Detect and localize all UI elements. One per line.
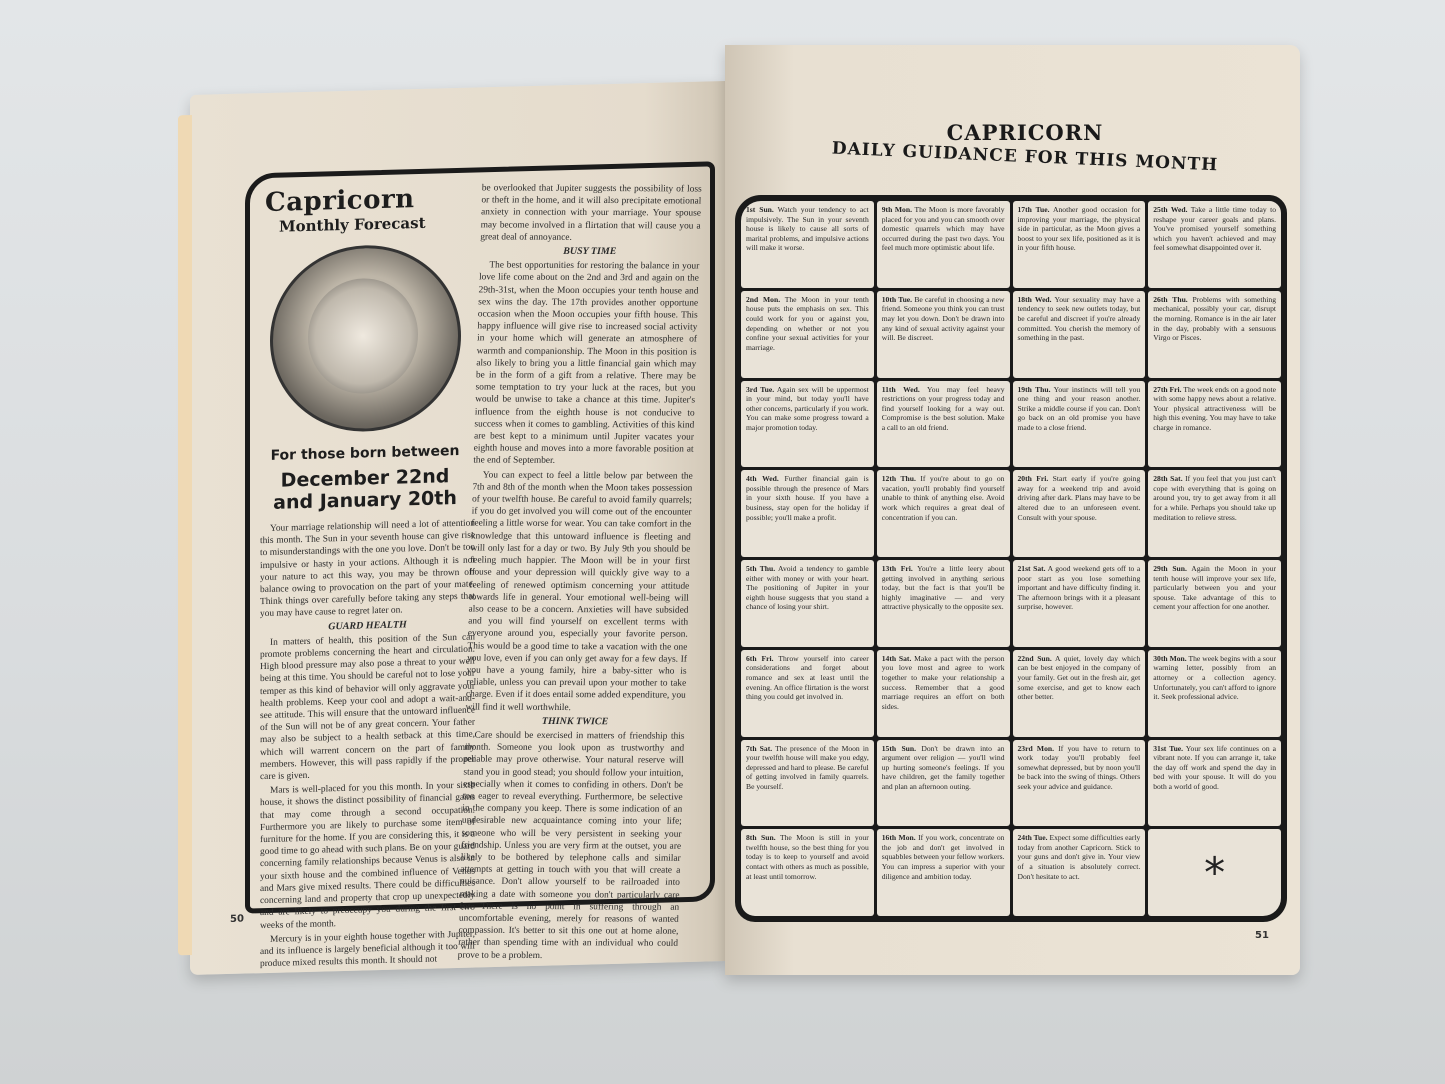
day-text: Avoid a tendency to gamble either with money or with your heart. The positioning of Jupiter in your eighth house suggests that you stand a chance of losing your shirt. [746,564,869,612]
day-cell [1013,740,1146,827]
day-cell [1013,291,1146,378]
day-text: Further financial gain is possible through the presence of Mars in your sixth house. If you have a business, stay open for the holiday if possible; you'll make a profit. [746,474,869,522]
day-cell [1148,650,1281,737]
paragraph: be overlooked that Jupiter suggests the possibility of loss or theft in the home, and it will also precipitate emotional anxiety in connection with your marriage. Your spouse may become involved in a flirtation that will cause you a great deal of annoyance. [480,183,702,243]
section-heading: THINK TWICE [541,715,609,728]
day-cell [1013,650,1146,737]
day-text: Your instincts will tell you one thing and your reason another. Strike a middle course if you can. Don't go back on an old promise you have made to a close friend. [1017,384,1141,432]
day-text: Start early if you're going away for a weekend trip and avoid driving after dark. Plans may have to be altered due to an unforeseen event. Consult with your spouse. [1017,474,1141,522]
page-title: Capricorn [265,184,415,219]
day-label: 1st Sun. [746,205,774,214]
day-label: 31st Tue. [1153,743,1184,753]
day-cell [877,650,1010,737]
day-label: 21st Sat. [1017,564,1046,573]
day-label: 14th Sat. [881,653,912,663]
article-column-2 [457,182,701,964]
intro-paragraph: Your marriage relationship will need a lot of attention this month. The Sun in your seventh house can give rise to misunderstandings with the one you love. Don't be too impulsive or hasty in your actions. Although it is not your nature to act this way, you may be thrown off balance owing to provocation on the part of your mate. Think things over carefully before taking any steps that you may have cause to regret later on. [260,518,475,620]
open-magazine [190,95,1310,975]
day-label: 24th Tue. [1017,833,1048,843]
day-cell [1148,740,1281,827]
day-cell [741,829,874,916]
day-label: 20th Fri. [1017,474,1049,484]
section-heading: BUSY TIME [562,245,617,258]
day-label: 12th Thu. [881,474,916,484]
day-cell [877,381,1010,468]
day-text: The Moon is still in your twelfth house, so the best thing for you today is to keep to yourself and avoid contact with others as much as possible, at least until tomorrow. [746,833,869,881]
day-label: 3rd Tue. [746,384,775,394]
born-dates: December 22nd and January 20th [273,465,457,514]
day-label: 16th Mon. [881,833,916,843]
day-text: Take a little time today to reshape your career goals and plans. You've promised yourself something which you haven't achieved and may feel somewhat disappointed over it. [1153,205,1276,253]
day-cell [741,381,874,468]
day-text: The presence of the Moon in your twelfth house will make you edgy, depressed and hard to please. Be careful of getting involved in family quarrels. Be yourself. [746,743,869,791]
paragraph: Mercury is in your eighth house together with Jupiter, and its influence is largely beneficial although it too will produce mixed results this month. It should not [260,929,475,970]
day-cell [1148,560,1281,647]
day-cell [877,291,1010,378]
day-label: 2nd Mon. [746,294,781,304]
day-label: 10th Tue. [881,294,913,304]
paragraph: Care should be exercised in matters of friendship this month. Someone you look upon as trustworthy and reliable may prove otherwise. Your natural reserve will stand you in good stead; you should follow your intuition, especially when it comes to confiding in others. Don't be too eager to reveal everything. Furthermore, be selective in the company you keep. There is some indication of an undesirable new acquaintance coming into your life; someone who will be very persistent in seeking your friendship. Unless you are very firm at the outset, you are likely to be bothered by telephone calls and similar attempts at getting in touch with you that will create a nuisance. Don't allow yourself to be railroaded into making a date with someone you don't particularly care for. There is no point in suffering through an uncomfortable evening, merely for reasons of wanted compassion. It's better to sit this one out at home alone, rather than spending time with an individual who could prove to be a problem. [457,730,685,961]
day-text: If you feel that you just can't cope with everything that is going on around you, try to get away from it all for a while. Perhaps you should take up meditation to relieve stress. [1153,474,1276,522]
article-column-1 [260,518,475,973]
asterisk-icon: * [1148,829,1281,916]
day-text: The Moon in your tenth house puts the emphasis on sex. This could work for you or against you, depending on whether or not you confine your sexual activities for your marriage. [746,294,869,352]
day-label: 6th Fri. [746,653,774,663]
day-label: 9th Mon. [881,205,912,214]
paragraph: The best opportunities for restoring the balance in your love life come about on the 2nd and 3rd and again on the 29th-31st, when the Moon occupies your tenth house and sex wins the day. The 17th provides another opportune occasion when the Moon occupies your fifth house. This happy influence will give rise to increased social activity in your home which will generate an atmosphere of warmth and companionship. The Moon in this position is also likely to bring you a little financial gain which may be in the form of a gift from a relative. There may be some temptation to try your luck at the races, but you would be unwise to take a chance at this time. Jupiter's influence from the eighth house is not conducive to success when it comes to gambling. Activities of this kind are best kept to a minimum until Jupiter vacates your eighth house and moves into a more favorable position at the end of September. [473,260,700,467]
day-label: 8th Sun. [746,833,776,843]
day-cell [1013,829,1146,916]
day-cell [1013,381,1146,468]
day-label: 5th Thu. [746,564,776,573]
daily-guidance-title [785,120,1265,176]
paragraph: Mars is well-placed for you this month. In your sixth house, it shows the distinct possibility of financial gains that may come through a second occupation. Furthermore you are likely to purchase some item of furniture for the home. If you are considering this, it is a good time to go ahead with such plans. Be on your guard concerning family relationships because Venus is also in your sixth house and the combined influence of Venus and Mars give mixed results. There could be difficulties concerning land and property that crop up unexpectedly and are likely to preoccupy you during the first two weeks of the month. [260,780,475,931]
day-cell [1148,291,1281,378]
day-label: 19th Thu. [1017,384,1051,394]
day-label: 11th Wed. [881,384,920,394]
right-page [725,45,1300,975]
day-text: Again the Moon in your tenth house will improve your sex life, particularly between you and your spouse. Take advantage of this to cement your affection for one another. [1153,564,1276,612]
day-label: 23rd Mon. [1017,743,1055,753]
day-label: 28th Sat. [1153,474,1183,484]
day-cell [741,650,874,737]
day-text: If you have to return to work today you'll probably feel somewhat depressed, but by noon you'll be back into the swing of things. Others seek your advice and guidance. [1017,743,1141,791]
sea-goat-icon [308,277,418,395]
day-cell [741,291,874,378]
day-label: 22nd Sun. [1017,653,1052,663]
day-text: Throw yourself into career considerations and forget about romance and sex at least until the evening. An office flirtation is the worst thing you could get involved in. [746,653,869,702]
day-text: Your sex life continues on a vibrant note. If you can arrange it, take the day off work and spend the day in bed with your spouse. It will do you both a world of good. [1153,743,1276,791]
daily-guidance-grid [735,195,1287,922]
forecast-title-block [265,184,426,236]
day-cell [877,201,1010,288]
page-number: 51 [1255,930,1269,941]
page-number: 50 [230,913,244,925]
day-text: A quiet, lovely day which can be best enjoyed in the company of your family. Get out in the fresh air, get some exercise, and get to know each other better. [1017,653,1141,702]
day-cell [877,740,1010,827]
day-text: The Moon is more favorably placed for you and you can smooth over domestic quarrels which may have occurred during the past two days. You feel much more optimistic about life. [881,205,1005,253]
day-text: Your sexuality may have a tendency to seek new outlets today, but be careful and discreet if you're already committed. You cherish the memory of something in the past. [1017,294,1141,343]
day-cell [1148,470,1281,557]
day-text: A good weekend gets off to a poor start as you lose something important and have difficulty finding it. The afternoon brings with it a pleasant surprise, however. [1017,564,1141,612]
guidance-subtitle: DAILY GUIDANCE FOR THIS MONTH [831,138,1219,176]
day-label: 4th Wed. [746,474,779,484]
day-cell [1013,201,1146,288]
day-text: If you work, concentrate on the job and don't get involved in squabbles between your fellow workers. You can impress a superior with your diligence and ambition today. [881,833,1005,881]
capricorn-zodiac-illustration [270,243,461,434]
day-cell [741,470,874,557]
paragraph: You can expect to feel a little below par between the 7th and 8th of the month when the Moon takes possession of your twelfth house. Be careful to avoid family quarrels; if you do get involved you will come out of the encounter feeling a little worse for wear. You can take comfort in the knowledge that this untoward influence is fleeting and will only last for a day or two. By July 9th you should be feeling much happier. The Moon will be in your first house and your depression will quickly give way to a feeling of renewed optimism concerning your attitude towards life in general. Your emotional well-being will also cease to be a concern. Anxieties will have subsided and you will find yourself on excellent terms with everyone around you, especially your favorite person. This would be a good time to take a vacation with the one you love, even if you can only get away for a few days. If you have a young family, hire a baby-sitter who is reliable, unless you can prevail upon your mother to take charge. Even if it does entail some added expenditure, you will find it well worthwhile. [465,470,693,713]
day-label: 30th Mon. [1153,653,1187,663]
day-cell [1148,381,1281,468]
day-label: 18th Wed. [1017,294,1052,304]
day-label: 17th Tue. [1017,205,1050,214]
day-label: 15th Sun. [881,743,917,753]
section-heading: GUARD HEALTH [328,618,407,633]
left-page [190,81,725,975]
day-text: Expect some difficulties early today from another Capricorn. Stick to your guns and don't give in. Your view of a situation is absolutely correct. Don't hesitate to act. [1017,833,1141,881]
day-text: Watch your tendency to act impulsively. The Sun in your seventh house is likely to cause all sorts of marital problems, and impulsive actions will make it worse. [746,205,869,253]
day-cell [741,740,874,827]
day-label: 13th Fri. [881,564,913,573]
day-label: 27th Fri. [1153,384,1182,394]
day-cell [877,470,1010,557]
day-cell [877,829,1010,916]
day-text: Be careful in choosing a new friend. Someone you think you can trust may let you down. Don't be drawn into any kind of sexual activity against your will. Be discreet. [881,294,1005,343]
monthly-forecast-frame [245,161,715,970]
day-text: Make a pact with the person you love most and agree to work together to make your relationship a success. Remember that a good marriage requires an effort on both sides. [881,653,1005,711]
born-between-label: For those born between [270,442,460,464]
day-text: You're a little leery about getting involved in anything serious today, but the fact is that you'll be highly imaginative — and very attractive physically to the opposite sex. [881,564,1005,612]
day-cell [1148,201,1281,288]
day-text: Problems with something mechanical, possibly your car, disrupt the morning. Romance is in the air later in the day, probably with a sensuous Virgo or Pisces. [1153,294,1276,343]
day-cell [741,201,874,288]
day-text: The week ends on a good note with some happy news about a relative. Your physical attractiveness will be high this evening. You may have to take charge in romance. [1153,384,1276,432]
day-label: 25th Wed. [1153,205,1188,214]
day-text: The week begins with a sour warning letter, possibly from an attorney or a collection agency. Unfortunately, you can't afford to ignore it. Seek professional advice. [1153,653,1276,702]
day-text: Another good occasion for improving your marriage, the physical side in particular, as the Moon gives a boost to your sex life, positioned as it is in your fifth house. [1017,205,1141,253]
day-label: 26th Thu. [1153,294,1188,304]
day-cell [741,560,874,647]
sign-title: CAPRICORN [946,120,1104,145]
day-text: Again sex will be uppermost in your mind, but today you'll have other concerns, particularly if you work. You can make some progress toward a major promotion today. [746,384,869,432]
day-cell [1013,560,1146,647]
day-label: 7th Sat. [746,743,773,753]
paragraph: In matters of health, this position of the Sun can promote problems concerning the heart and circulation. High blood pressure may also pose a threat to your well being at this time. You should be careful not to lose your temper as this kind of behavior will only aggravate your health problems. Keep your cool and adopt a wait-and-see attitude. This will ensure that the untoward influence of the Sun will not be of any great concern. Your father may also be subject to a health setback at this time, which will warrent concern on the part of family members. However, this will pass rapidly if the proper care is given. [260,632,475,783]
day-text: You may feel heavy restrictions on your progress today and find yourself looking for a way out. Compromise is the best solution. Make a call to an old friend. [881,384,1005,432]
day-text: Don't be drawn into an argument over religion — you'll wind up hurting someone's feelings. If you have children, get the family together and plan an afternoon outing. [881,743,1005,791]
day-cell [877,560,1010,647]
page-edge [178,115,192,955]
day-cell [1013,470,1146,557]
page-subtitle: Monthly Forecast [279,213,426,236]
day-text: If you're about to go on vacation, you'll probably find yourself unable to think of anything else. Avoid work which requires a great deal of concentration if you can. [881,474,1005,522]
day-label: 29th Sun. [1153,564,1187,573]
